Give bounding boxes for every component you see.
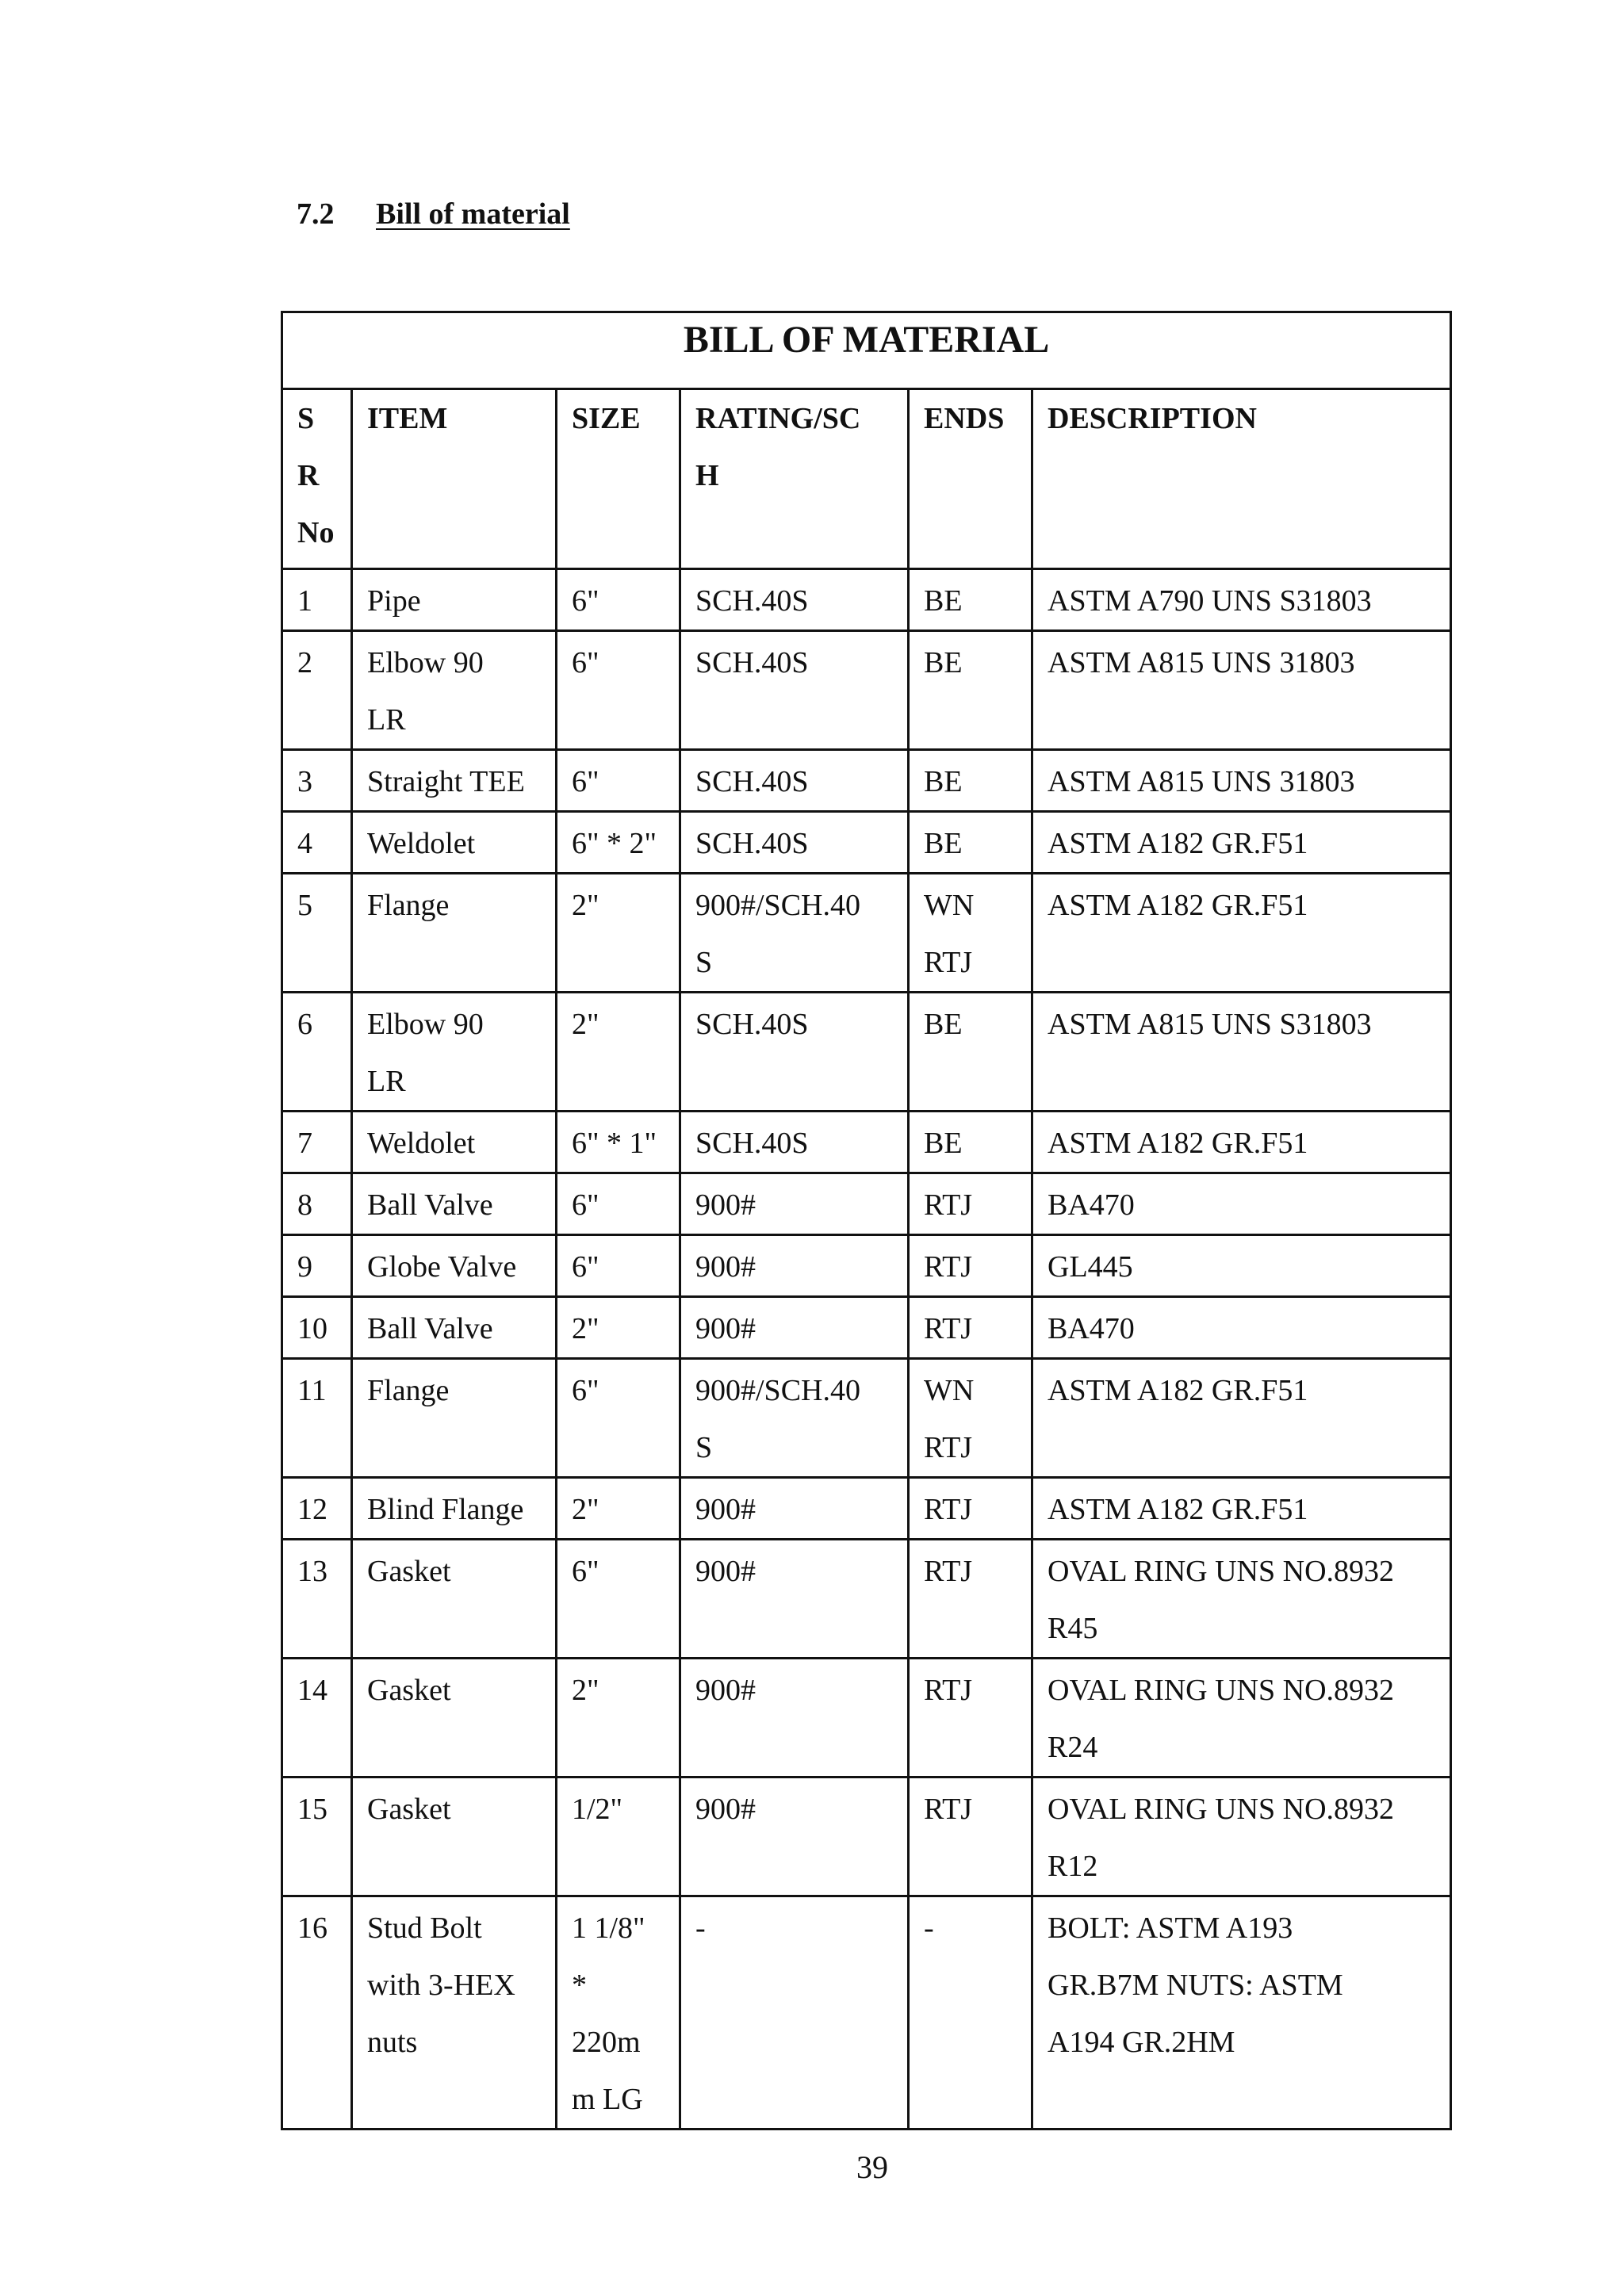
cell-size	[557, 569, 680, 631]
cell-line: Ball Valve	[367, 1188, 493, 1222]
cell-line: 2	[297, 646, 312, 679]
cell-item	[352, 750, 557, 812]
cell-size	[557, 1478, 680, 1540]
table-row	[282, 1540, 1451, 1659]
cell-line: 10	[297, 1312, 327, 1345]
cell-line: 900#	[695, 1674, 756, 1707]
cell-line: 900#/SCH.40	[695, 1374, 860, 1407]
cell-line: RTJ	[924, 1674, 973, 1707]
table-row	[282, 1478, 1451, 1540]
cell-description	[1032, 1297, 1451, 1359]
table-row	[282, 1112, 1451, 1173]
cell-line: Pipe	[367, 584, 421, 618]
cell-line: BE	[924, 646, 963, 679]
cell-size	[557, 1112, 680, 1173]
cell-rating-sch	[680, 1112, 909, 1173]
cell-line: SCH.40S	[695, 765, 809, 798]
cell-line: RATING/SC	[695, 402, 861, 435]
cell-rating-sch	[680, 1896, 909, 2130]
cell-description	[1032, 1112, 1451, 1173]
cell-size	[557, 1173, 680, 1235]
cell-line: Blind Flange	[367, 1493, 524, 1526]
cell-rating-sch	[680, 569, 909, 631]
cell-description	[1032, 993, 1451, 1112]
table-header-row	[282, 389, 1451, 569]
cell-line: -	[924, 1911, 934, 1945]
cell-size	[557, 812, 680, 874]
cell-line: 900#	[695, 1793, 756, 1826]
cell-ends	[909, 1659, 1032, 1777]
column-header-sr-no	[282, 389, 352, 569]
table-row	[282, 1235, 1451, 1297]
cell-line: 900#	[695, 1312, 756, 1345]
cell-line: 900#	[695, 1188, 756, 1222]
cell-sr-no	[282, 1659, 352, 1777]
cell-description	[1032, 1896, 1451, 2130]
cell-description	[1032, 1777, 1451, 1896]
cell-item	[352, 1235, 557, 1297]
cell-line: 6"	[572, 1555, 599, 1588]
cell-size	[557, 1297, 680, 1359]
cell-line: BA470	[1048, 1312, 1135, 1345]
cell-ends	[909, 812, 1032, 874]
cell-line: Gasket	[367, 1674, 451, 1707]
cell-line: 900#	[695, 1555, 756, 1588]
cell-ends	[909, 1896, 1032, 2130]
cell-sr-no	[282, 874, 352, 993]
cell-item	[352, 569, 557, 631]
cell-item	[352, 993, 557, 1112]
cell-line: SCH.40S	[695, 827, 809, 860]
cell-line: ASTM A815 UNS S31803	[1048, 1008, 1372, 1041]
cell-ends	[909, 750, 1032, 812]
cell-line: DESCRIPTION	[1048, 402, 1257, 435]
cell-line: Stud Bolt	[367, 1911, 482, 1945]
cell-rating-sch	[680, 1540, 909, 1659]
cell-sr-no	[282, 812, 352, 874]
cell-ends	[909, 1777, 1032, 1896]
cell-line: 2"	[572, 1493, 599, 1526]
cell-item	[352, 1297, 557, 1359]
table-row	[282, 750, 1451, 812]
table-title: BILL OF MATERIAL	[282, 312, 1451, 389]
cell-ends	[909, 1359, 1032, 1478]
cell-line: RTJ	[924, 1793, 973, 1826]
cell-sr-no	[282, 1359, 352, 1478]
cell-line: 2"	[572, 1674, 599, 1707]
cell-rating-sch	[680, 1173, 909, 1235]
cell-size	[557, 631, 680, 750]
cell-line: 15	[297, 1793, 327, 1826]
cell-sr-no	[282, 1777, 352, 1896]
cell-line: GR.B7M NUTS: ASTM	[1048, 1969, 1343, 2002]
cell-ends	[909, 631, 1032, 750]
cell-line: H	[695, 459, 719, 492]
cell-item	[352, 1173, 557, 1235]
cell-rating-sch	[680, 1359, 909, 1478]
bill-of-material-table	[281, 311, 1452, 2130]
cell-line: R12	[1048, 1850, 1098, 1883]
cell-line: Gasket	[367, 1793, 451, 1826]
cell-size	[557, 1359, 680, 1478]
cell-sr-no	[282, 1478, 352, 1540]
cell-line: 4	[297, 827, 312, 860]
cell-rating-sch	[680, 993, 909, 1112]
section-number: 7.2	[297, 197, 335, 231]
cell-line: BA470	[1048, 1188, 1135, 1222]
cell-line: 2"	[572, 889, 599, 922]
cell-line: BE	[924, 1008, 963, 1041]
table-row	[282, 993, 1451, 1112]
table-row	[282, 1173, 1451, 1235]
cell-line: RTJ	[924, 1312, 973, 1345]
cell-item	[352, 1112, 557, 1173]
cell-ends	[909, 1112, 1032, 1173]
cell-description	[1032, 1173, 1451, 1235]
cell-size	[557, 1777, 680, 1896]
cell-ends	[909, 1297, 1032, 1359]
cell-line: Ball Valve	[367, 1312, 493, 1345]
cell-rating-sch	[680, 812, 909, 874]
cell-line: Globe Valve	[367, 1250, 517, 1284]
cell-line: 8	[297, 1188, 312, 1222]
cell-description	[1032, 1478, 1451, 1540]
cell-size	[557, 1896, 680, 2130]
cell-line: 13	[297, 1555, 327, 1588]
cell-line: 6"	[572, 646, 599, 679]
cell-description	[1032, 1359, 1451, 1478]
table-title-row	[282, 312, 1451, 389]
cell-line: R24	[1048, 1731, 1098, 1764]
cell-item	[352, 1777, 557, 1896]
cell-line: 1	[297, 584, 312, 618]
section-heading	[297, 195, 570, 233]
cell-line: 3	[297, 765, 312, 798]
cell-rating-sch	[680, 1659, 909, 1777]
cell-sr-no	[282, 1112, 352, 1173]
table-row	[282, 1896, 1451, 2130]
cell-rating-sch	[680, 631, 909, 750]
cell-line: SCH.40S	[695, 584, 809, 618]
cell-line: RTJ	[924, 1493, 973, 1526]
cell-line: ASTM A182 GR.F51	[1048, 1493, 1308, 1526]
cell-line: SIZE	[572, 402, 641, 435]
column-header-rating-sch	[680, 389, 909, 569]
cell-line: BOLT: ASTM A193	[1048, 1911, 1293, 1945]
cell-ends	[909, 1173, 1032, 1235]
cell-line: m LG	[572, 2083, 643, 2116]
cell-line: S	[695, 1431, 713, 1464]
cell-description	[1032, 874, 1451, 993]
cell-item	[352, 631, 557, 750]
cell-line: Weldolet	[367, 1127, 476, 1160]
cell-item	[352, 812, 557, 874]
cell-rating-sch	[680, 1297, 909, 1359]
cell-line: OVAL RING UNS NO.8932	[1048, 1793, 1395, 1826]
cell-line: *	[572, 1969, 587, 2002]
cell-line: 6"	[572, 1374, 599, 1407]
cell-line: Weldolet	[367, 827, 476, 860]
table-row	[282, 812, 1451, 874]
cell-line: 5	[297, 889, 312, 922]
page-number: 39	[856, 2149, 888, 2185]
table-row	[282, 631, 1451, 750]
cell-line: 12	[297, 1493, 327, 1526]
table-row	[282, 1297, 1451, 1359]
cell-line: 16	[297, 1911, 327, 1945]
cell-line: SCH.40S	[695, 1127, 809, 1160]
cell-line: RTJ	[924, 1188, 973, 1222]
cell-line: BE	[924, 765, 963, 798]
table-row	[282, 569, 1451, 631]
cell-description	[1032, 812, 1451, 874]
cell-line: 7	[297, 1127, 312, 1160]
column-header-description	[1032, 389, 1451, 569]
cell-ends	[909, 874, 1032, 993]
cell-line: S	[695, 946, 713, 979]
cell-line: ENDS	[924, 402, 1005, 435]
cell-sr-no	[282, 1173, 352, 1235]
cell-ends	[909, 993, 1032, 1112]
cell-size	[557, 1235, 680, 1297]
cell-line: No	[297, 516, 335, 549]
cell-ends	[909, 1478, 1032, 1540]
table-row	[282, 1777, 1451, 1896]
cell-line: 220m	[572, 2026, 641, 2059]
cell-description	[1032, 1659, 1451, 1777]
cell-line: WN	[924, 1374, 975, 1407]
cell-item	[352, 874, 557, 993]
cell-line: Flange	[367, 889, 450, 922]
cell-line: R	[297, 459, 320, 492]
cell-description	[1032, 1235, 1451, 1297]
cell-sr-no	[282, 1235, 352, 1297]
cell-line: ASTM A182 GR.F51	[1048, 1374, 1308, 1407]
cell-sr-no	[282, 750, 352, 812]
cell-item	[352, 1896, 557, 2130]
cell-line: 6"	[572, 1188, 599, 1222]
cell-line: 6"	[572, 1250, 599, 1284]
cell-line: nuts	[367, 2026, 418, 2059]
cell-line: 6" * 2"	[572, 827, 657, 860]
cell-line: SCH.40S	[695, 646, 809, 679]
cell-line: 2"	[572, 1312, 599, 1345]
column-header-size	[557, 389, 680, 569]
cell-line: LR	[367, 1065, 406, 1098]
section-title: Bill of material	[376, 197, 570, 231]
cell-item	[352, 1359, 557, 1478]
cell-line: R45	[1048, 1612, 1098, 1645]
table-row	[282, 1359, 1451, 1478]
cell-item	[352, 1478, 557, 1540]
cell-item	[352, 1540, 557, 1659]
cell-ends	[909, 1540, 1032, 1659]
cell-line: RTJ	[924, 946, 973, 979]
cell-sr-no	[282, 993, 352, 1112]
cell-line: 9	[297, 1250, 312, 1284]
cell-line: 6"	[572, 765, 599, 798]
cell-line: WN	[924, 889, 975, 922]
cell-line: BE	[924, 584, 963, 618]
cell-line: S	[297, 402, 315, 435]
cell-line: GL445	[1048, 1250, 1133, 1284]
cell-line: 900#	[695, 1250, 756, 1284]
cell-size	[557, 1540, 680, 1659]
cell-line: ITEM	[367, 402, 448, 435]
cell-rating-sch	[680, 874, 909, 993]
cell-size	[557, 750, 680, 812]
cell-line: 6" * 1"	[572, 1127, 657, 1160]
cell-rating-sch	[680, 1777, 909, 1896]
cell-line: 14	[297, 1674, 327, 1707]
cell-line: -	[695, 1911, 706, 1945]
cell-line: ASTM A815 UNS 31803	[1048, 765, 1355, 798]
cell-line: OVAL RING UNS NO.8932	[1048, 1674, 1395, 1707]
cell-line: ASTM A790 UNS S31803	[1048, 584, 1372, 618]
cell-line: BE	[924, 827, 963, 860]
cell-description	[1032, 631, 1451, 750]
cell-line: 900#/SCH.40	[695, 889, 860, 922]
cell-line: A194 GR.2HM	[1048, 2026, 1235, 2059]
cell-sr-no	[282, 631, 352, 750]
cell-line: 1/2"	[572, 1793, 623, 1826]
cell-rating-sch	[680, 1478, 909, 1540]
cell-line: 6"	[572, 584, 599, 618]
table-body	[282, 569, 1451, 2130]
cell-line: ASTM A182 GR.F51	[1048, 889, 1308, 922]
cell-line: Elbow 90	[367, 1008, 484, 1041]
cell-line: with 3-HEX	[367, 1969, 515, 2002]
cell-size	[557, 874, 680, 993]
cell-line: RTJ	[924, 1250, 973, 1284]
cell-sr-no	[282, 1896, 352, 2130]
cell-line: 2"	[572, 1008, 599, 1041]
cell-sr-no	[282, 1540, 352, 1659]
cell-ends	[909, 1235, 1032, 1297]
cell-sr-no	[282, 569, 352, 631]
cell-line: ASTM A182 GR.F51	[1048, 1127, 1308, 1160]
cell-ends	[909, 569, 1032, 631]
cell-line: 1 1/8"	[572, 1911, 645, 1945]
cell-description	[1032, 750, 1451, 812]
cell-line: Elbow 90	[367, 646, 484, 679]
table-row	[282, 1659, 1451, 1777]
cell-line: Straight TEE	[367, 765, 525, 798]
cell-line: ASTM A815 UNS 31803	[1048, 646, 1355, 679]
cell-line: BE	[924, 1127, 963, 1160]
cell-rating-sch	[680, 750, 909, 812]
cell-rating-sch	[680, 1235, 909, 1297]
cell-line: Flange	[367, 1374, 450, 1407]
cell-line: ASTM A182 GR.F51	[1048, 827, 1308, 860]
table-row	[282, 874, 1451, 993]
cell-sr-no	[282, 1297, 352, 1359]
cell-line: Gasket	[367, 1555, 451, 1588]
cell-description	[1032, 1540, 1451, 1659]
column-header-item	[352, 389, 557, 569]
cell-line: OVAL RING UNS NO.8932	[1048, 1555, 1395, 1588]
cell-size	[557, 993, 680, 1112]
cell-size	[557, 1659, 680, 1777]
cell-line: LR	[367, 703, 406, 737]
cell-line: RTJ	[924, 1555, 973, 1588]
cell-line: 900#	[695, 1493, 756, 1526]
cell-line: 11	[297, 1374, 327, 1407]
cell-line: SCH.40S	[695, 1008, 809, 1041]
cell-description	[1032, 569, 1451, 631]
cell-item	[352, 1659, 557, 1777]
cell-line: RTJ	[924, 1431, 973, 1464]
column-header-ends	[909, 389, 1032, 569]
cell-line: 6	[297, 1008, 312, 1041]
